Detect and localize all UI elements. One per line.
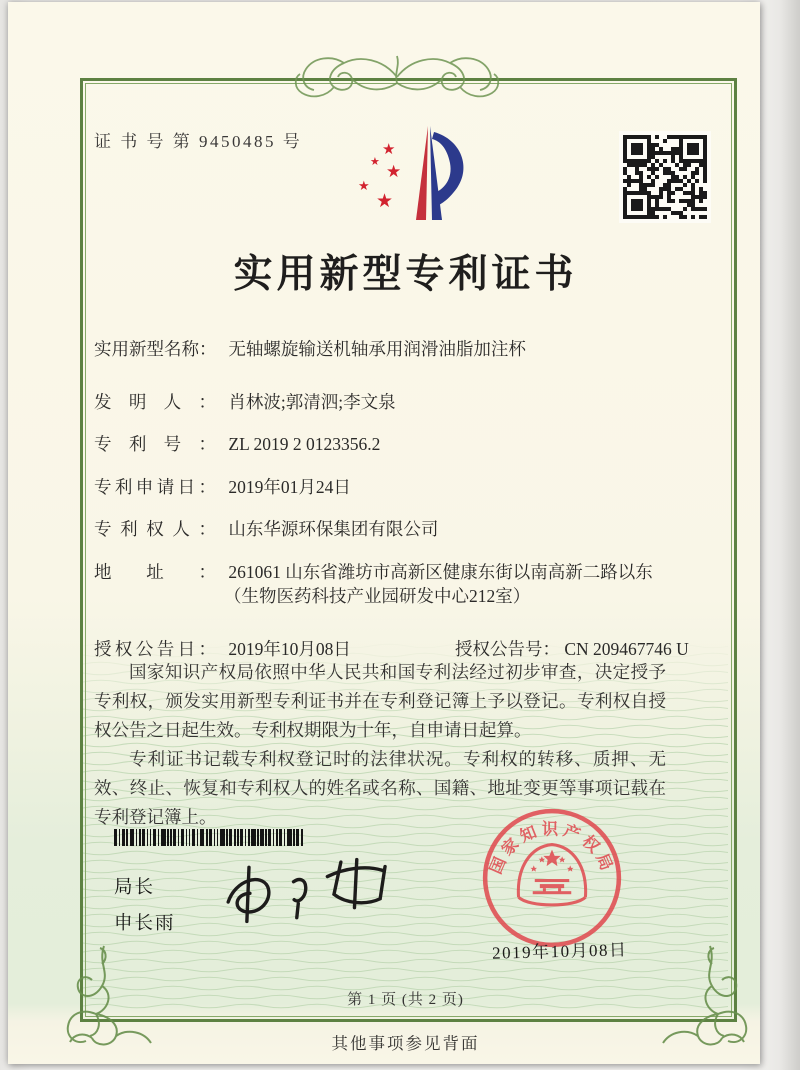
legal-paragraph-1: 国家知识产权局依照中华人民共和国专利法经过初步审查，决定授予专利权，颁发实用新型专利证书并在专利登记簿上予以登记。专利权自授权公告之日起生效。专利权期限为十年，自申请日起算。: [94, 662, 666, 740]
top-garland-ornament: [280, 46, 514, 106]
field-address-line2: （生物医药科技产业园研发中心212室）: [224, 586, 531, 606]
seal-date: 2019年10月08日: [491, 940, 628, 963]
field-label: 专利权人：: [94, 519, 216, 539]
field-patent-number: [94, 431, 694, 456]
field-label: 地址：: [94, 562, 216, 582]
field-patentee: [94, 516, 694, 541]
field-label: 发明人：: [94, 392, 216, 412]
signer-title: 局长: [114, 878, 156, 898]
field-inventors: [94, 389, 694, 414]
barcode: [114, 829, 314, 846]
handwritten-signature: [208, 845, 423, 945]
field-value: 肖林波;郭清泗;李文泉: [228, 392, 396, 412]
grant-number-value: CN 209467746 U: [564, 639, 689, 659]
field-filing-date: [94, 474, 694, 499]
field-utility-model-name: [94, 336, 694, 361]
national-emblem: [530, 850, 573, 895]
page-number: 第 1 页 (共 2 页): [347, 992, 464, 1008]
certificate-page: [8, 2, 760, 1064]
qr-code: [619, 131, 711, 223]
official-red-seal: [476, 802, 628, 954]
cnipa-logo-icon: ★ ★ ★ ★ ★: [350, 118, 478, 240]
field-value: 261061 山东省潍坊市高新区健康东街以南高新二路以东: [228, 562, 653, 582]
field-value: 山东华源环保集团有限公司: [228, 519, 439, 539]
field-address: [94, 559, 694, 606]
field-value: 无轴螺旋输送机轴承用润滑油脂加注杯: [228, 339, 526, 359]
grant-date-value: 2019年10月08日: [228, 639, 351, 659]
field-label: 专利号：: [94, 434, 216, 454]
certificate-number: 证 书 号 第 9450485 号: [94, 132, 303, 151]
field-value: 2019年01月24日: [228, 477, 351, 497]
footer-note: 其他事项参见背面: [331, 1034, 480, 1053]
signer-name: 申长雨: [114, 914, 176, 934]
field-label: 授权公告号：: [455, 639, 560, 659]
field-label: 授权公告日：: [94, 639, 216, 659]
field-value: ZL 2019 2 0123356.2: [228, 434, 381, 454]
certificate-title: 实用新型专利证书: [233, 253, 578, 296]
seal-text: 国家知识产权局: [485, 819, 619, 877]
legal-paragraph-2: 专利证书记载专利权登记时的法律状况。专利权的转移、质押、无效、终止、恢复和专利权人的姓名或名称、国籍、地址变更等事项记载在专利登记簿上。: [94, 749, 666, 827]
field-label: 实用新型名称：: [94, 339, 217, 359]
field-label: 专利申请日：: [94, 477, 216, 497]
